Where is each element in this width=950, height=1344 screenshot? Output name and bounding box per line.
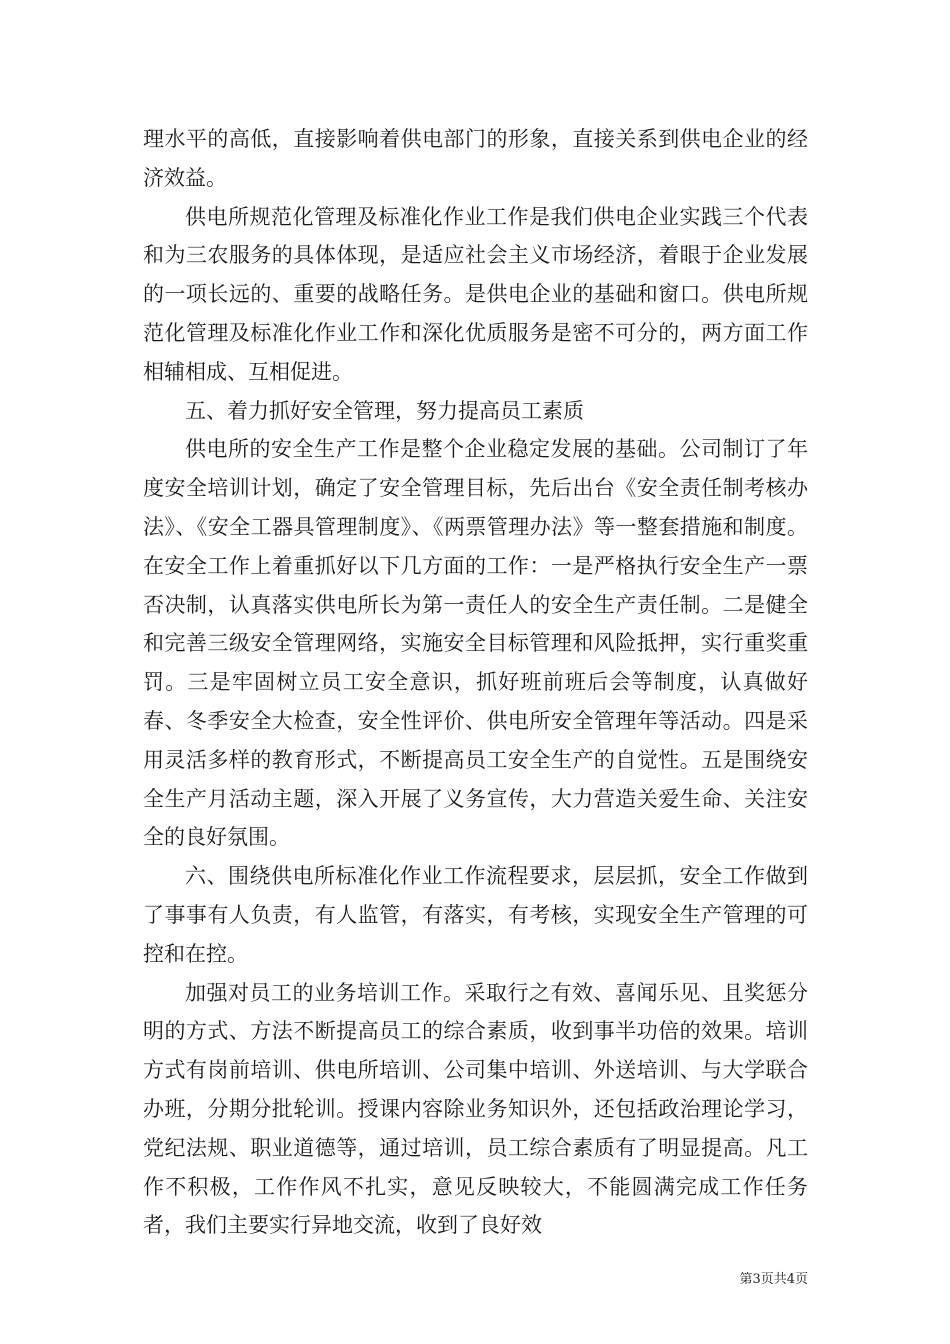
- page-number: 第3页共4页: [739, 1272, 808, 1287]
- paragraph: 加强对员工的业务培训工作。采取行之有效、喜闻乐见、且奖惩分明的方式、方法不断提高员工的综合素质，收到事半功倍的效果。培训方式有岗前培训、供电所培训、公司集中培训、外送培训、与大学联合办班，分期分批轮训。授课内容除业务知识外，还包括政治理论学习，党纪法规、职业道德等，通过培训，员工综合素质有了明显提高。凡工作不积极，工作作风不扎实，意见反映较大，不能圆满完成工作任务者，我们主要实行异地交流，收到了良好效: [143, 980, 808, 1238]
- paragraph: 供电所的安全生产工作是整个企业稳定发展的基础。公司制订了年度安全培训计划，确定了安全管理目标，先后出台《安全责任制考核办法》、《安全工器具管理制度》、《两票管理办法》等一整套措施和制度。在安全工作上着重抓好以下几方面的工作：一是严格执行安全生产一票否决制，认真落实供电所长为第一责任人的安全生产责任制。二是健全和完善三级安全管理网络，实施安全目标管理和风险抵押，实行重奖重罚。三是牢固树立员工安全意识，抓好班前班后会等制度，认真做好春、冬季安全大检查，安全性评价、供电所安全管理年等活动。四是采用灵活多样的教育形式，不断提高员工安全生产的自觉性。五是围绕安全生产月活动主题，深入开展了义务宣传，大力营造关爱生命、关注安全的良好氛围。: [143, 437, 808, 850]
- section-heading: 六、围绕供电所标准化作业工作流程要求，层层抓，安全工作做到了事事有人负责，有人监管，有落实，有考核，实现安全生产管理的可控和在控。: [143, 864, 808, 966]
- document-body: [143, 120, 808, 1245]
- paragraph: 供电所规范化管理及标准化作业工作是我们供电企业实践三个代表和为三农服务的具体体现，是适应社会主义市场经济，着眼于企业发展的一项长远的、重要的战略任务。是供电企业的基础和窗口。供电所规范化管理及标准化作业工作和深化优质服务是密不可分的，两方面工作相辅相成、互相促进。: [143, 204, 808, 384]
- section-heading: 五、着力抓好安全管理，努力提高员工素质: [185, 398, 584, 423]
- paragraph-continuation: 理水平的高低，直接影响着供电部门的形象，直接关系到供电企业的经济效益。: [143, 127, 808, 190]
